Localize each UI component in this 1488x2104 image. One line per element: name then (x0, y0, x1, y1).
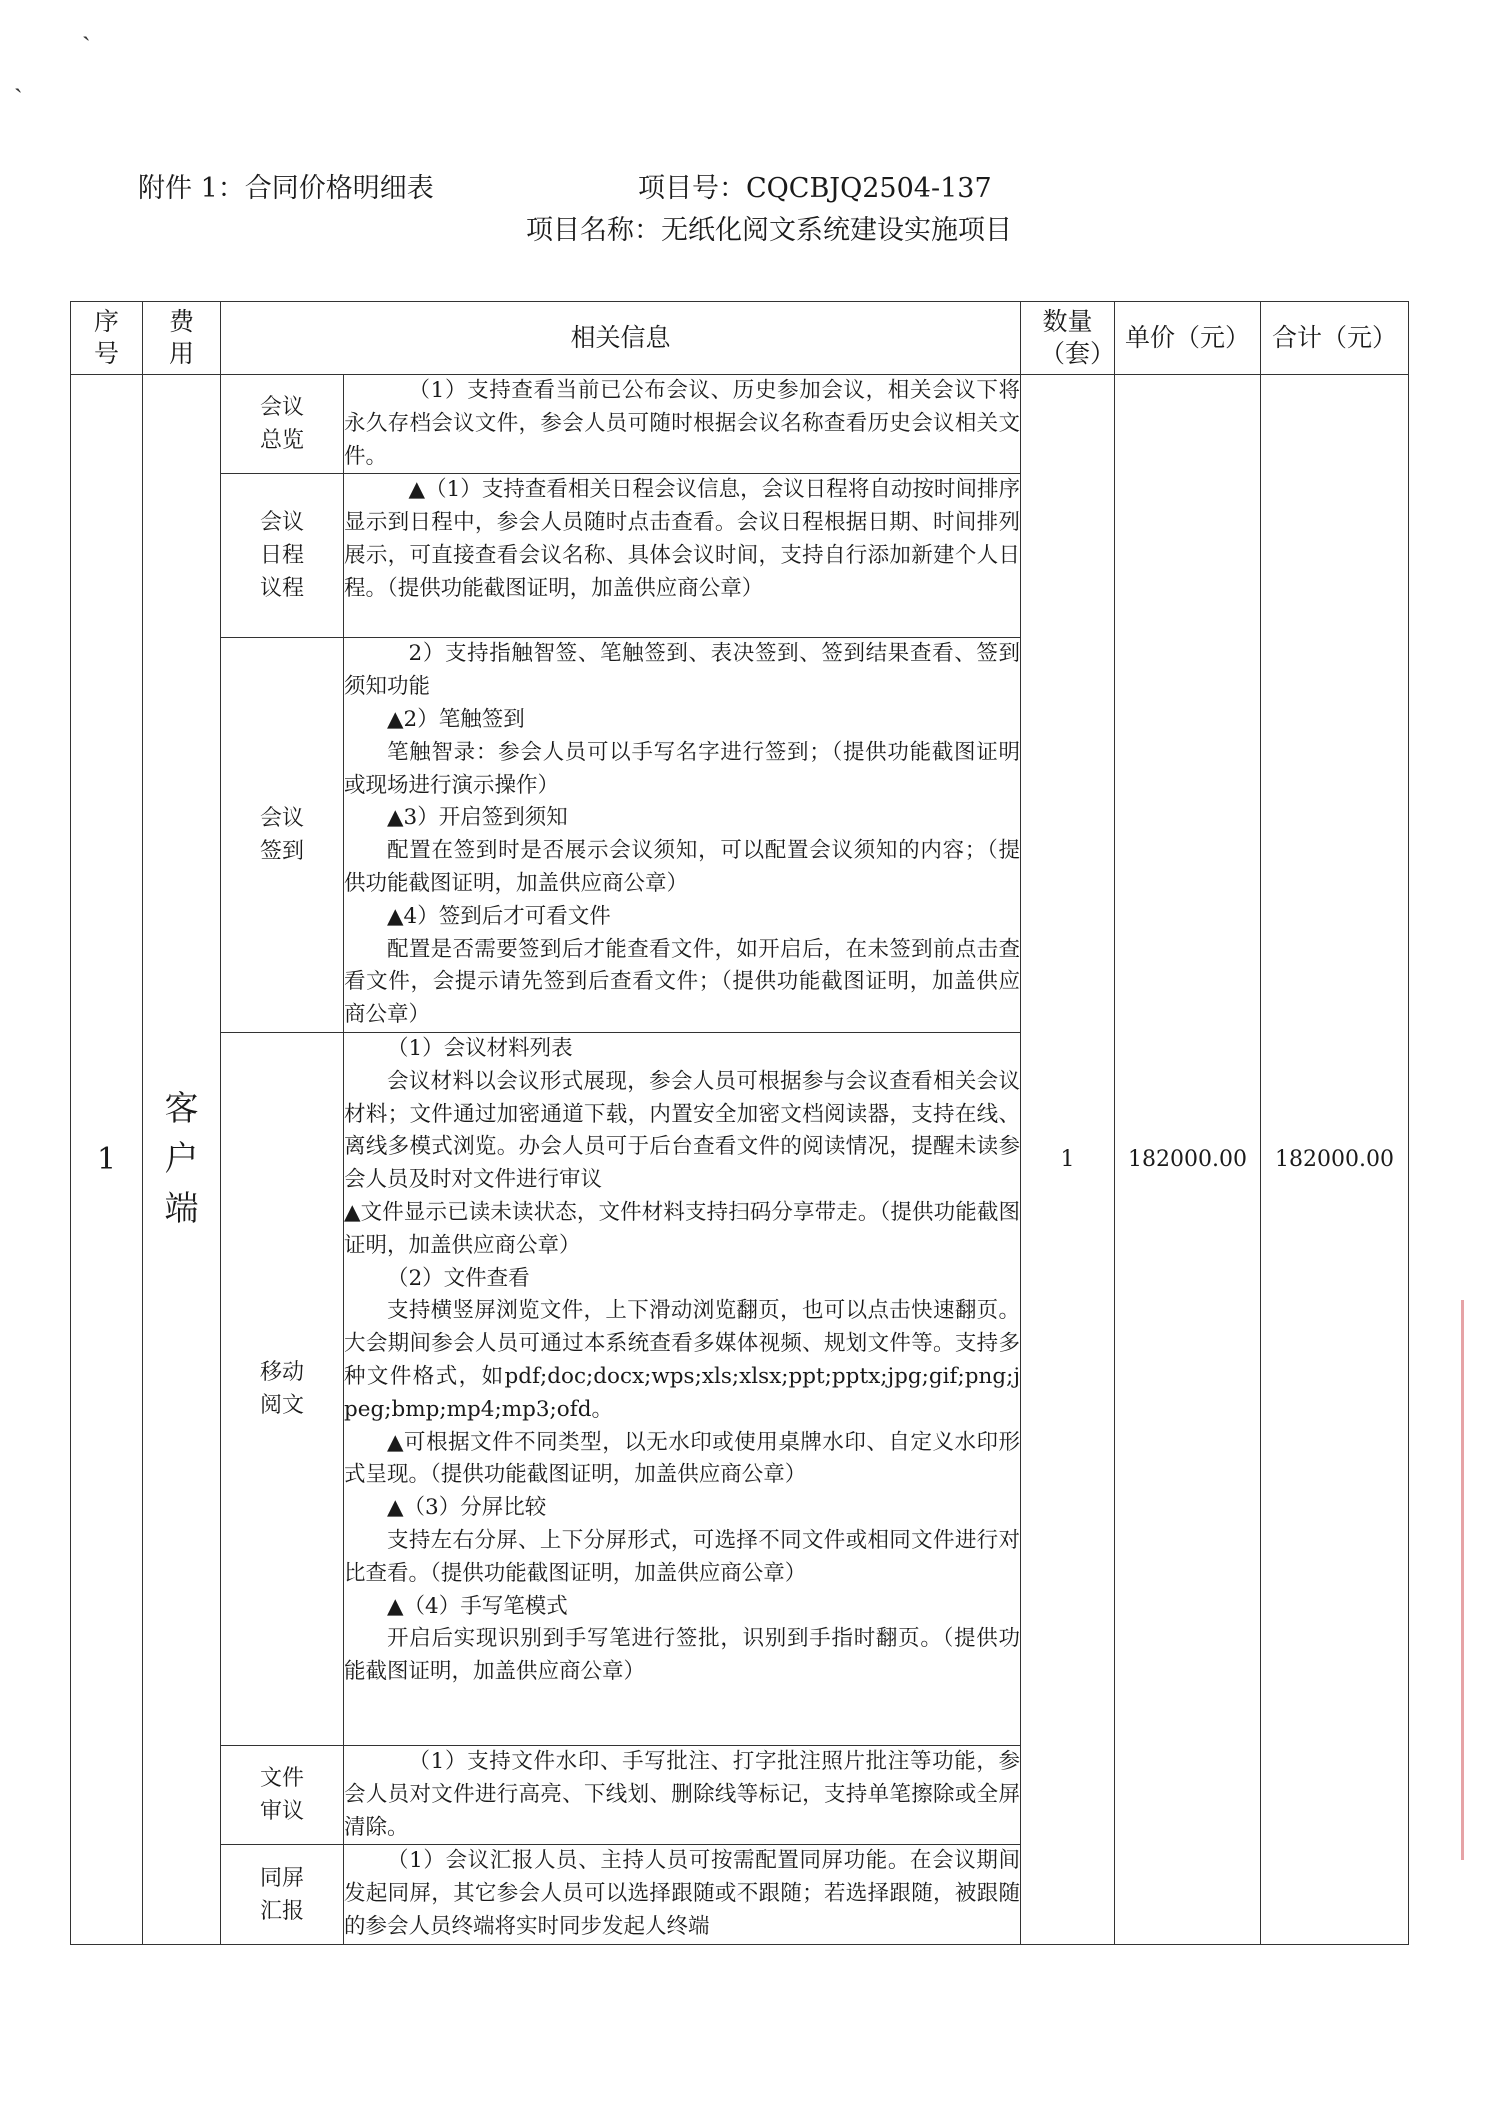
table-header-row (71, 302, 1409, 375)
feature-name: 移动阅文 (221, 1032, 344, 1745)
project-name: 项目名称：无纸化阅文系统建设实施项目 (526, 215, 1012, 246)
attachment-title: 附件 1：合同价格明细表 (138, 173, 434, 204)
scan-speck: ˎ (14, 64, 23, 94)
feature-name: 会议日程议程 (221, 474, 344, 638)
scan-speck: ˎ (82, 12, 91, 42)
table-row (71, 375, 1409, 474)
header-unit-price: 单价（元） (1115, 302, 1261, 375)
fee-cell: 客户端 (143, 375, 221, 1945)
project-number: 项目号：CQCBJQ2504-137 (638, 173, 992, 204)
feature-name: 同屏汇报 (221, 1845, 344, 1944)
feature-name: 会议签到 (221, 638, 344, 1033)
header-info: 相关信息 (221, 302, 1021, 375)
header-total: 合计（元） (1261, 302, 1409, 375)
price-detail-table (70, 301, 1409, 1945)
seq-cell: 1 (71, 375, 143, 1945)
feature-name: 文件审议 (221, 1745, 344, 1844)
total-cell: 182000.00 (1261, 375, 1409, 1945)
feature-desc: （1）会议材料列表 会议材料以会议形式展现，参会人员可根据参与会议查看相关会议材料；文件通过加密通道下载，内置安全加密文档阅读器，支持在线、离线多模式浏览。办会人员可于后台查看文件的阅读情况，提醒未读参会人员及时对文件进行审议 ▲文件显示已读未读状态，文件材料支持扫码分享带走。（提供功能截图证明，加盖供应商公章） （2）文件查看 支持横竖屏浏览文件，上下滑动浏览翻页，也可以点击快速翻页。大会期间参会人员可通过本系统查看多媒体视频、规划文件等。支持多种文件格式，如pdf;doc;docx;wps;xls;xlsx;ppt;pptx;jpg;gif;png;jpeg;bmp;mp4;mp3;ofd。 ▲可根据文件不同类型，以无水印或使用桌牌水印、自定义水印形式呈现。（提供功能截图证明，加盖供应商公章） ▲（3）分屏比较 支持左右分屏、上下分屏形式，可选择不同文件或相同文件进行对比查看。（提供功能截图证明，加盖供应商公章） ▲（4）手写笔模式 开启后实现识别到手写笔进行签批，识别到手指时翻页。（提供功能截图证明，加盖供应商公章） (344, 1032, 1021, 1745)
unit-price-cell: 182000.00 (1115, 375, 1261, 1945)
feature-desc: 2）支持指触智签、笔触签到、表决签到、签到结果查看、签到须知功能 ▲2）笔触签到 笔触智录：参会人员可以手写名字进行签到；（提供功能截图证明或现场进行演示操作） ▲3）开启签到须知 配置在签到时是否展示会议须知，可以配置会议须知的内容；（提供功能截图证明，加盖供应商公章） ▲4）签到后才可看文件 配置是否需要签到后才能查看文件，如开启后，在未签到前点击查看文件，会提示请先签到后查看文件；（提供功能截图证明，加盖供应商公章） (344, 638, 1021, 1033)
red-seal-edge (1461, 1300, 1488, 1860)
header-qty: 数量（套） (1021, 302, 1115, 375)
feature-name: 会议总览 (221, 375, 344, 474)
header-seq: 序号 (71, 302, 143, 375)
header-fee: 费用 (143, 302, 221, 375)
feature-desc: （1）支持文件水印、手写批注、打字批注照片批注等功能，参会人员对文件进行高亮、下线划、删除线等标记，支持单笔擦除或全屏清除。 (344, 1745, 1021, 1844)
feature-desc: ▲（1）支持查看相关日程会议信息，会议日程将自动按时间排序显示到日程中，参会人员随时点击查看。会议日程根据日期、时间排列展示，可直接查看会议名称、具体会议时间，支持自行添加新建个人日程。（提供功能截图证明，加盖供应商公章） (344, 474, 1021, 638)
feature-desc: （1）会议汇报人员、主持人员可按需配置同屏功能。在会议期间发起同屏，其它参会人员可以选择跟随或不跟随；若选择跟随，被跟随的参会人员终端将实时同步发起人终端 (344, 1845, 1021, 1944)
feature-desc: （1）支持查看当前已公布会议、历史参加会议，相关会议下将永久存档会议文件，参会人员可随时根据会议名称查看历史会议相关文件。 (344, 375, 1021, 474)
qty-cell: 1 (1021, 375, 1115, 1945)
